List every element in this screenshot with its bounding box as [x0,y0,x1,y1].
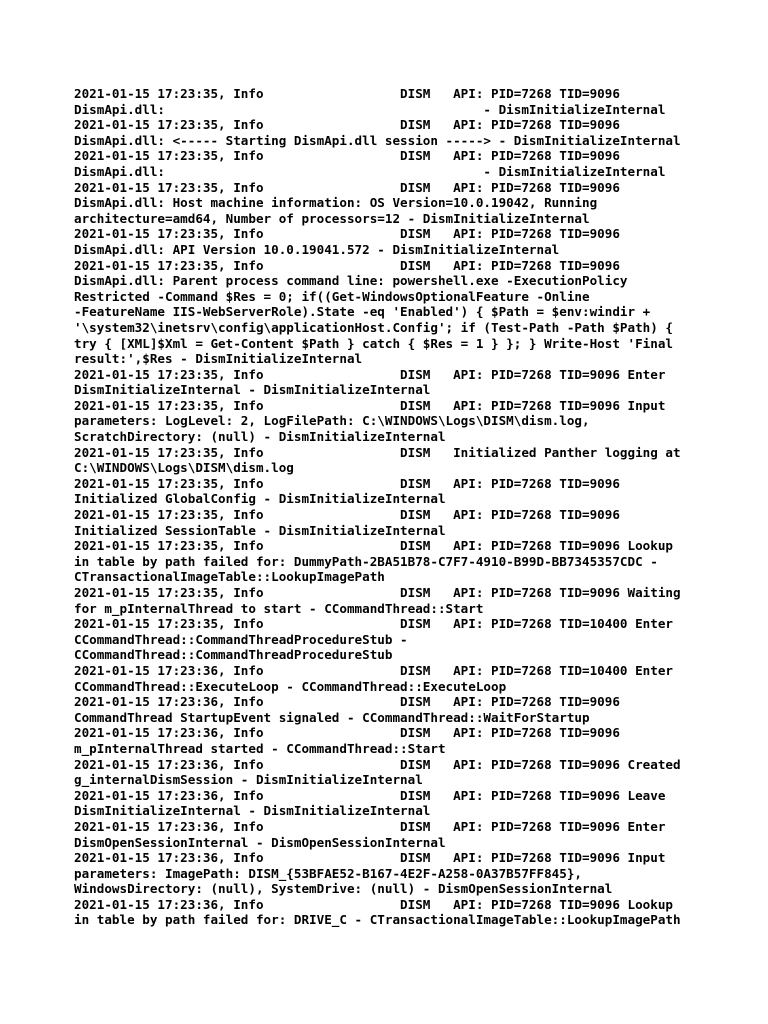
log-line: 2021-01-15 17:23:35, Info DISM API: PID=7268 TID=10400 Enter [74,616,673,632]
log-line: CTransactionalImageTable::LookupImagePath [74,569,385,585]
log-line: DismApi.dll: <----- Starting DismApi.dll session -----> - DismInitializeInternal [74,132,681,148]
log-line: WindowsDirectory: (null), SystemDrive: (null) - DismOpenSessionInternal [74,881,613,897]
log-line: in table by path failed for: DRIVE_C - CTransactionalImageTable::LookupImagePath [74,912,681,928]
log-line: 2021-01-15 17:23:35, Info DISM API: PID=7268 TID=9096 [74,86,620,101]
log-line: DismApi.dll: Host machine information: OS Version=10.0.19042, Running [74,195,598,211]
log-line: result:',$Res - DismInitializeInternal [74,351,363,367]
log-line: 2021-01-15 17:23:35, Info DISM API: PID=7268 TID=9096 Waiting [74,585,681,600]
log-line: 2021-01-15 17:23:36, Info DISM API: PID=7268 TID=9096 [74,694,620,710]
log-line: 2021-01-15 17:23:35, Info DISM API: PID=7268 TID=9096 Input [74,397,666,413]
log-line: CCommandThread::ExecuteLoop - CCommandThread::ExecuteLoop [74,678,507,694]
log-line: DismApi.dll: API Version 10.0.19041.572 - DismInitializeInternal [74,241,560,257]
log-line: CCommandThread::CommandThreadProcedureStub - [74,631,408,647]
log-line: try { [XML]$Xml = Get-Content $Path } catch { $Res = 1 } }; } Write-Host 'Final [74,335,673,351]
log-line: DismApi.dll: Parent process command line: powershell.exe -ExecutionPolicy [74,273,628,289]
log-line: 2021-01-15 17:23:35, Info DISM API: PID=7268 TID=9096 [74,507,620,523]
log-line: 2021-01-15 17:23:35, Info DISM API: PID=7268 TID=9096 Lookup [74,538,673,554]
log-line: 2021-01-15 17:23:35, Info DISM API: PID=7268 TID=9096 [74,148,620,164]
log-line: Initialized SessionTable - DismInitializeInternal [74,522,446,538]
log-line: 2021-01-15 17:23:36, Info DISM API: PID=7268 TID=10400 Enter [74,662,673,678]
log-document [74,86,714,928]
log-line: architecture=amd64, Number of processors=12 - DismInitializeInternal [74,210,590,226]
log-line: CommandThread StartupEvent signaled - CCommandThread::WaitForStartup [74,709,590,725]
log-line: DismApi.dll: - DismInitializeInternal [74,101,666,117]
log-line: 2021-01-15 17:23:36, Info DISM API: PID=7268 TID=9096 Enter [74,818,666,834]
log-line: CCommandThread::CommandThreadProcedureStub [74,647,393,663]
log-line: 2021-01-15 17:23:36, Info DISM API: PID=7268 TID=9096 Leave [74,787,666,803]
log-line: DismApi.dll: - DismInitializeInternal [74,163,666,179]
log-line: 2021-01-15 17:23:35, Info DISM API: PID=7268 TID=9096 [74,475,620,491]
log-line: ScratchDirectory: (null) - DismInitializeInternal [74,429,446,445]
log-line: Restricted -Command $Res = 0; if((Get-WindowsOptionalFeature -Online [74,288,590,304]
log-line: 2021-01-15 17:23:36, Info DISM API: PID=7268 TID=9096 Input [74,850,666,866]
log-line: for m_pInternalThread to start - CCommandThread::Start [74,600,484,616]
log-line: parameters: LogLevel: 2, LogFilePath: C:\WINDOWS\Logs\DISM\dism.log, [74,413,590,429]
log-line: DismInitializeInternal - DismInitializeInternal [74,803,431,819]
log-line: Initialized GlobalConfig - DismInitializeInternal [74,491,446,507]
log-line: 2021-01-15 17:23:36, Info DISM API: PID=7268 TID=9096 Created [74,756,681,772]
log-line: 2021-01-15 17:23:35, Info DISM Initialized Panther logging at [74,444,681,460]
log-line: 2021-01-15 17:23:35, Info DISM API: PID=7268 TID=9096 [74,179,620,195]
log-line: DismOpenSessionInternal - DismOpenSessionInternal [74,834,446,850]
log-line: parameters: ImagePath: DISM_{53BFAE52-B167-4E2F-A258-0A37B57FF845}, [74,865,582,881]
log-line: C:\WINDOWS\Logs\DISM\dism.log [74,460,294,476]
log-line: -FeatureName IIS-WebServerRole).State -eq 'Enabled') { $Path = $env:windir + [74,304,651,320]
log-line: in table by path failed for: DummyPath-2BA51B78-C7F7-4910-B99D-BB7345357CDC - [74,553,658,569]
log-line: m_pInternalThread started - CCommandThread::Start [74,740,446,756]
log-line: g_internalDismSession - DismInitializeInternal [74,772,423,788]
log-line: 2021-01-15 17:23:35, Info DISM API: PID=7268 TID=9096 Enter [74,366,666,382]
log-line: 2021-01-15 17:23:35, Info DISM API: PID=7268 TID=9096 [74,226,620,242]
log-line: DismInitializeInternal - DismInitializeInternal [74,382,431,398]
log-line: 2021-01-15 17:23:35, Info DISM API: PID=7268 TID=9096 [74,117,620,133]
log-line: 2021-01-15 17:23:36, Info DISM API: PID=7268 TID=9096 Lookup [74,896,673,912]
log-line: '\system32\inetsrv\config\applicationHost.Config'; if (Test-Path -Path $Path) { [74,319,673,335]
log-line: 2021-01-15 17:23:36, Info DISM API: PID=7268 TID=9096 [74,725,620,741]
log-line: 2021-01-15 17:23:35, Info DISM API: PID=7268 TID=9096 [74,257,620,273]
